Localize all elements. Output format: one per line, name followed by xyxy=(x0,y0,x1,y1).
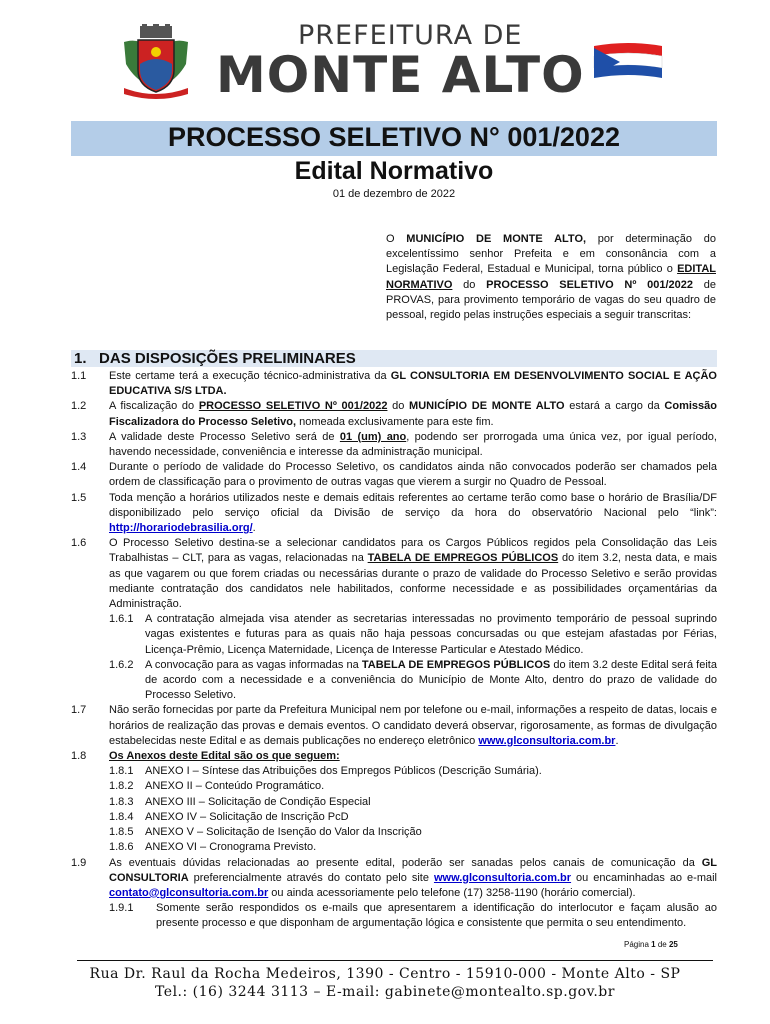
clause-1-6: 1.6 O Processo Seletivo destina-se a selecionar candidatos para os Cargos Públicos regidos pela Consolidação das Leis Trabalhistas – CLT, para as vagas, relacionadas na TABELA DE EMPREGOS PÚBLICOS do item 3.2, nesta data, e mais as que vagarem ou que forem criadas ou necessárias durante o prazo de validade do Processo Seletivo e serão providas mediante contratação dos candidatos nele habilitados, conforme necessidade e as possibilidades orçamentárias da Administração. xyxy=(71,537,717,611)
intro-paragraph: O MUNICÍPIO DE MONTE ALTO, por determinação do excelentíssimo senhor Prefeita e em consonância com a Legislação Federal, Estadual e Municipal, torna público o EDITAL NORMATIVO do PROCESSO SELETIVO Nº 001/2022 de PROVAS, para provimento temporário de vagas do seu quadro de pessoal, regido pelas instruções especiais a seguir transcritas: xyxy=(386,233,716,322)
annex-list xyxy=(71,764,717,855)
horario-link[interactable]: http://horariodebrasilia.org/ xyxy=(109,522,253,535)
clause-1-5: 1.5 Toda menção a horários utilizados neste e demais editais referentes ao certame terão como base o horário de Brasília/DF disponibilizado pelo serviço oficial da Divisão de serviço da hora do observatório Nacional pelo “link”: http://horariodebrasilia.org/. xyxy=(71,491,717,535)
municipal-flag-icon xyxy=(590,40,666,84)
annex-item: 1.8.6 ANEXO VI – Cronograma Previsto. xyxy=(109,841,317,854)
clause-1-2: 1.2 A fiscalização do PROCESSO SELETIVO Nº 001/2022 do MUNICÍPIO DE MONTE ALTO estará a cargo da Comissão Fiscalizadora do Processo Seletivo, nomeada exclusivamente para este fim. xyxy=(71,400,717,428)
brand-main-text: MONTE ALTO xyxy=(216,46,585,104)
annex-item: 1.8.5 ANEXO V – Solicitação de Isenção do Valor da Inscrição xyxy=(109,826,422,839)
section-body xyxy=(71,369,717,932)
clause-1-4: 1.4 Durante o período de validade do Processo Seletivo, os candidatos ainda não convocados poderão ser chamados pela ordem de classificação para o provimento de outras vagas que vierem a surgir no Quadro de Pessoal. xyxy=(71,461,717,489)
section-heading: 1. DAS DISPOSIÇÕES PRELIMINARES xyxy=(74,350,356,367)
document-subtitle: Edital Normativo xyxy=(294,157,494,185)
clause-1-6-2: 1.6.2 A convocação para as vagas informadas na TABELA DE EMPREGOS PÚBLICOS do item 3.2 deste Edital será feita de acordo com a necessidade e a conveniência do Município de Monte Alto, dentro do prazo de validade do Processo Seletivo. xyxy=(109,658,717,702)
clause-1-7: 1.7 Não serão fornecidas por parte da Prefeitura Municipal nem por telefone ou e-mail, informações a respeito de datas, locais e horários de realização das provas e demais eventos. O candidato deverá observar, rigorosamente, as formas de divulgação estabelecidas neste Edital e as demais publicações no endereço eletrônico www.glconsultoria.com.br. xyxy=(71,704,717,747)
clause-1-1: 1.1 Este certame terá a execução técnico-administrativa da GL CONSULTORIA EM DESENVOLVIMENTO SOCIAL E AÇÃO EDUCATIVA S/S LTDA. xyxy=(71,370,717,398)
page-number: Página 1 de 25 xyxy=(624,940,678,949)
letterhead xyxy=(0,0,770,110)
annex-item: 1.8.1 ANEXO I – Síntese das Atribuições dos Empregos Públicos (Descrição Sumária). xyxy=(109,765,542,778)
document-title: PROCESSO SELETIVO N° 001/2022 xyxy=(168,122,620,152)
clause-1-8: 1.8 Os Anexos deste Edital são os que seguem: xyxy=(71,750,340,763)
coat-of-arms-icon xyxy=(118,24,194,100)
email-link[interactable]: contato@glconsultoria.com.br xyxy=(109,886,269,899)
clause-1-3: 1.3 A validade deste Processo Seletivo será de 01 (um) ano, podendo ser prorrogada uma única vez, por igual período, havendo necessidade, conveniência e interesse da administração municipal. xyxy=(71,430,717,459)
footer-address: Rua Dr. Raul da Rocha Medeiros, 1390 - Centro - 15910-000 - Monte Alto - SP xyxy=(89,966,681,982)
annex-item: 1.8.4 ANEXO IV – Solicitação de Inscrição PcD xyxy=(109,810,349,823)
annex-item: 1.8.2 ANEXO II – Conteúdo Programático. xyxy=(109,780,325,793)
annex-item: 1.8.3 ANEXO III – Solicitação de Condição Especial xyxy=(109,795,371,808)
glconsultoria-link[interactable]: www.glconsultoria.com.br xyxy=(478,734,616,747)
clause-1-9: 1.9 As eventuais dúvidas relacionadas ao presente edital, poderão ser sanadas pelos canais de comunicação da GL CONSULTORIA preferencialmente através do contato pelo site www.glconsultoria.com.br ou encaminhadas ao e-mail contato@glconsultoria.com.br ou ainda acessoriamente pelo telefone (17) 3258-1190 (horário comercial). xyxy=(71,856,717,899)
footer-contact: Tel.: (16) 3244 3113 – E-mail: gabinete@montealto.sp.gov.br xyxy=(155,984,615,1000)
brand-top-text: PREFEITURA DE xyxy=(298,20,523,51)
clause-1-9-1: 1.9.1 Somente serão respondidos os e-mails que apresentarem a identificação do interlocutor e façam alusão ao presente processo e que disponham de argumentação lógica e consistente que permita o seu entendimento. xyxy=(109,902,717,930)
document-date: 01 de dezembro de 2022 xyxy=(332,188,456,200)
site-link[interactable]: www.glconsultoria.com.br xyxy=(433,871,572,884)
footer-divider xyxy=(77,960,713,961)
clause-1-6-1: 1.6.1 A contratação almejada visa atender as secretarias interessadas no provimento temporário de pessoal suprindo vagas existentes e futuras para as quais não haja pessoas concursadas ou que estejam afastadas por Férias, Licença-Prêmio, Licença Maternidade, Licença de Interesse Particular e Atestado Médico. xyxy=(109,613,717,656)
